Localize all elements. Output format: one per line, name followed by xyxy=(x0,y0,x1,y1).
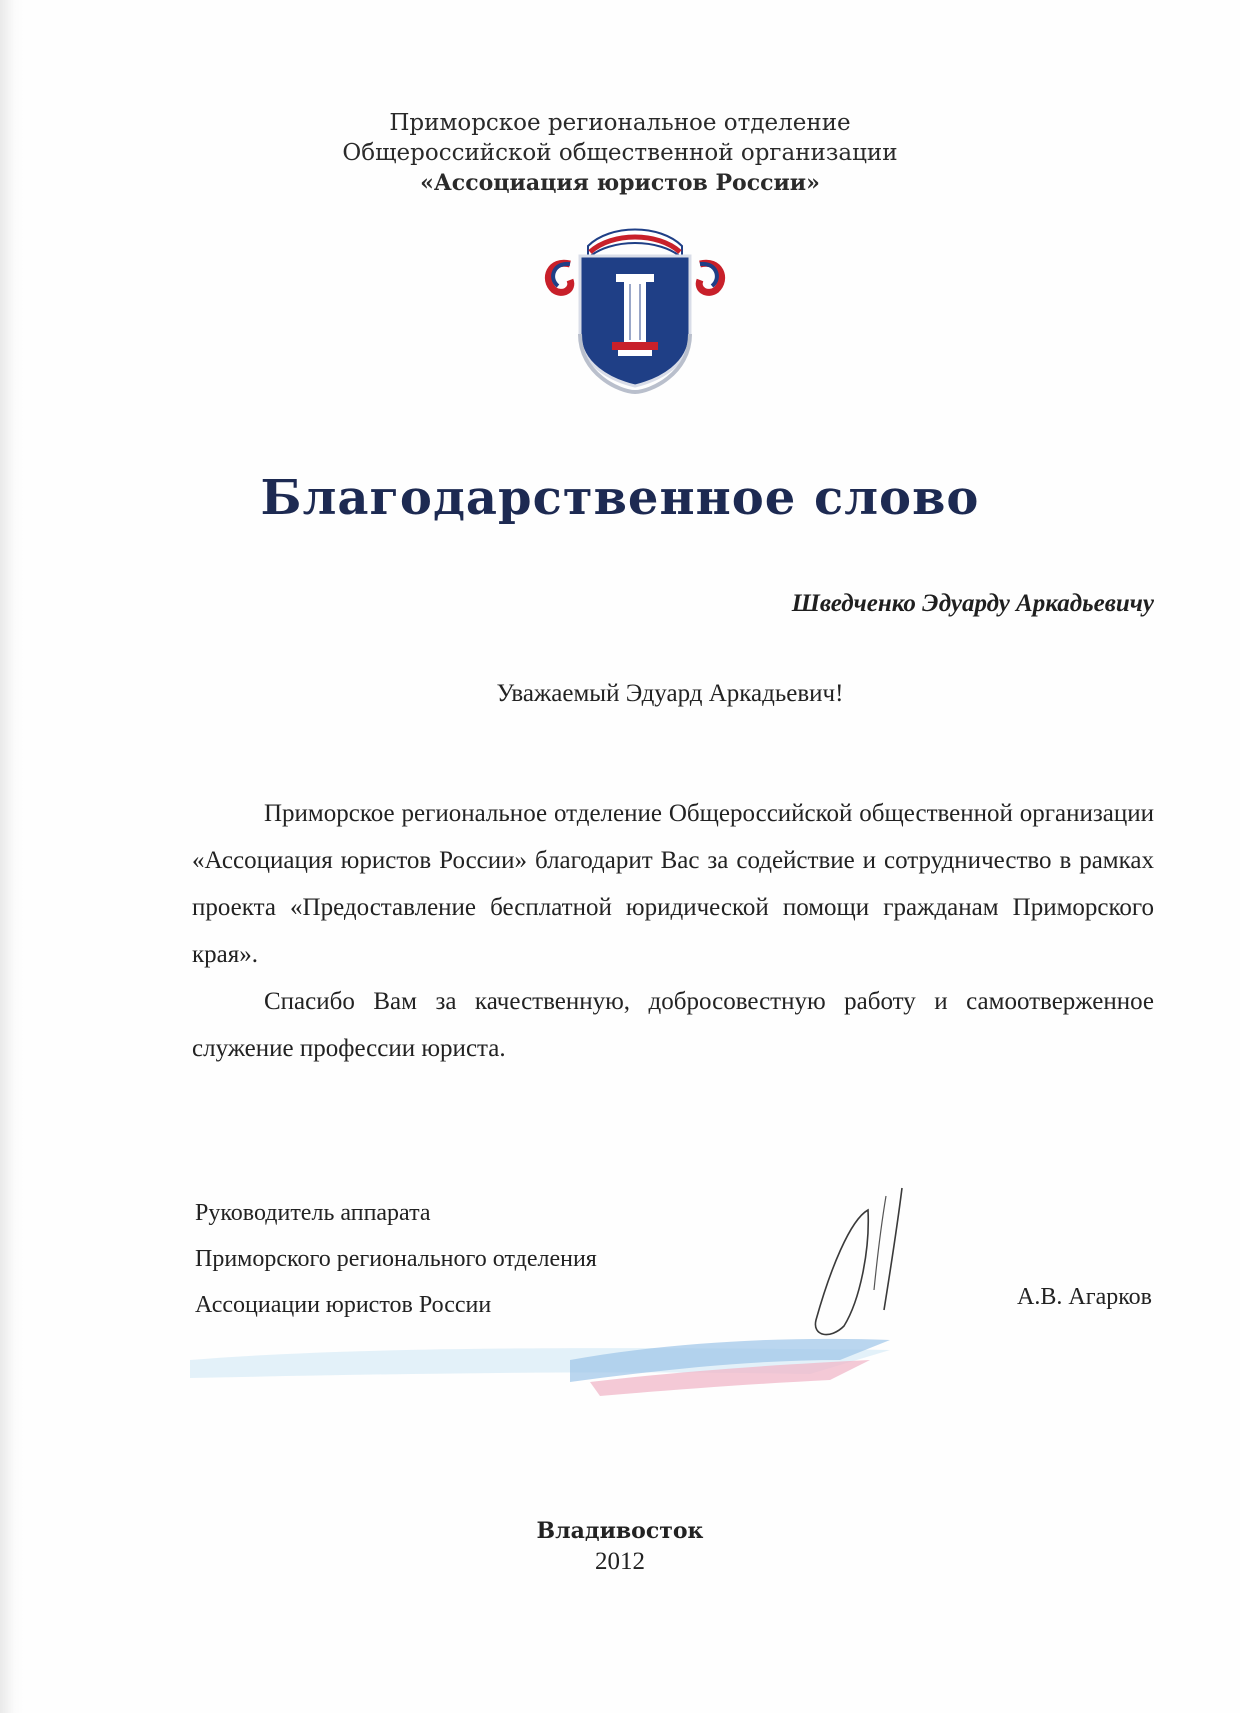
header-line-1: Приморское региональное отделение xyxy=(389,110,851,136)
year: 2012 xyxy=(595,1548,645,1575)
document-title: Благодарственное слово xyxy=(260,470,980,526)
association-of-lawyers-emblem-icon xyxy=(540,224,730,394)
greeting: Уважаемый Эдуард Аркадьевич! xyxy=(496,680,844,707)
signer-name: А.В. Агарков xyxy=(1017,1284,1152,1310)
signer-position-line-1: Руководитель аппарата xyxy=(195,1200,431,1226)
handwritten-signature-icon xyxy=(790,1180,940,1350)
body-paragraph-2: Спасибо Вам за качественную, добросовестную работу и самоотверженное служение профессии юриста. xyxy=(192,988,1154,1062)
signer-position-line-2: Приморского регионального отделения xyxy=(195,1246,597,1272)
scan-edge-shadow xyxy=(0,0,24,1713)
city: Владивосток xyxy=(536,1518,704,1544)
signer-position-line-3: Ассоциации юристов России xyxy=(195,1292,492,1318)
organization-header xyxy=(0,108,1240,198)
body-paragraph-1: Приморское региональное отделение Общероссийской общественной организации «Ассоциация юристов России» благодарит Вас за содействие и сотрудничество в рамках проекта «Предоставление бесплатной юридической помощи гражданам Приморского края». xyxy=(192,800,1154,968)
header-line-3: «Ассоциация юристов России» xyxy=(420,170,820,196)
body-text xyxy=(192,790,1154,1072)
signature-block xyxy=(195,1190,597,1328)
header-line-2: Общероссийской общественной организации xyxy=(342,140,898,166)
tricolor-ribbon-watermark xyxy=(190,1330,890,1400)
recipient-name: Шведченко Эдуарду Аркадьевичу xyxy=(791,590,1154,617)
